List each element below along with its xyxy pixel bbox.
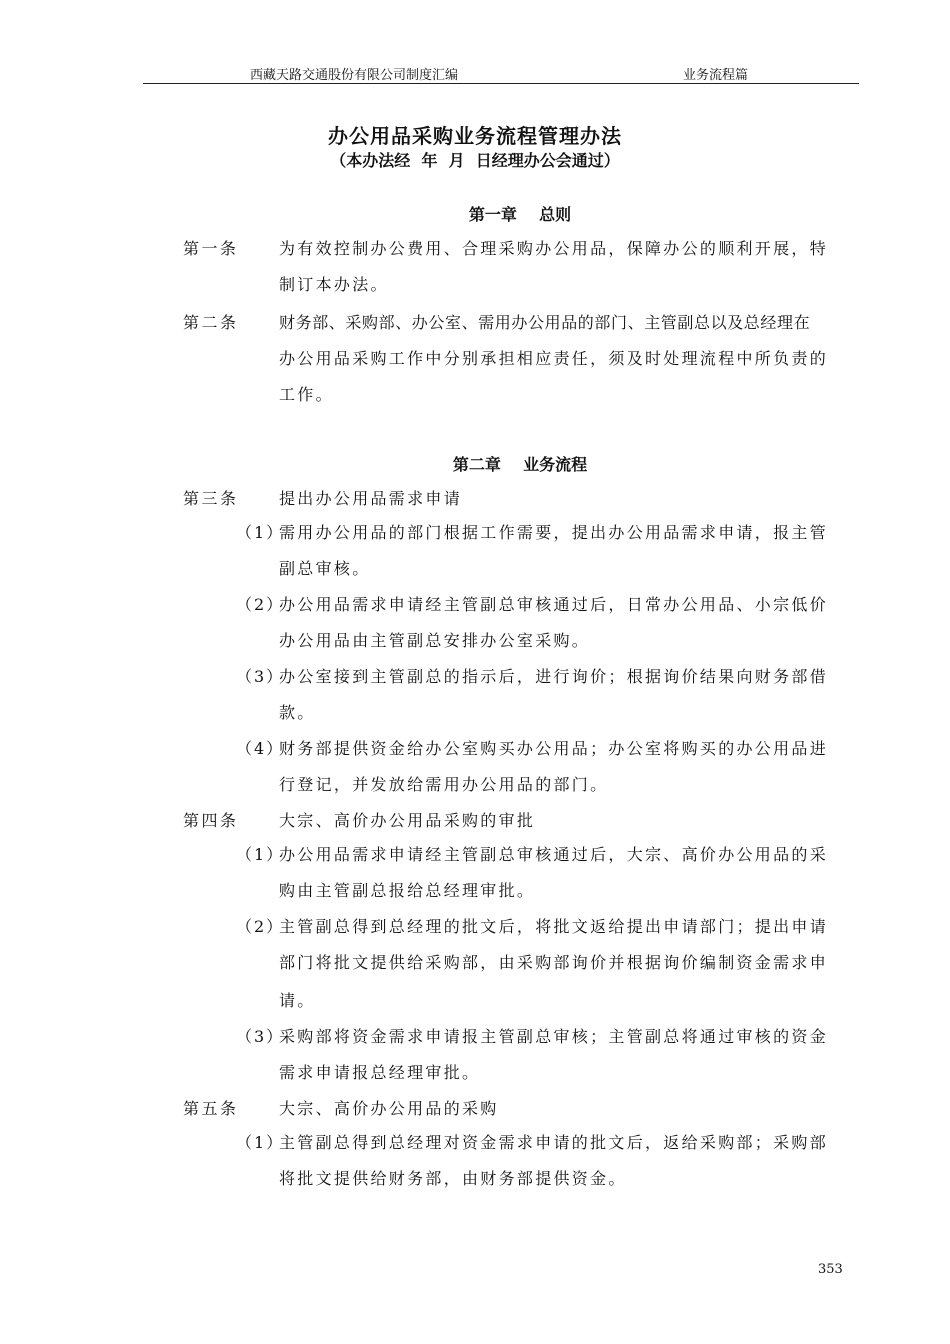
item-text-line: 主管副总得到总经理对资金需求申请的批文后，返给采购部；采购部 [279,1133,829,1152]
item-text-line: 主管副总得到总经理的批文后，将批文返给提出申请部门；提出申请 [279,917,829,936]
item-number: （2） [236,917,285,936]
item-text-line: 办公用品由主管副总安排办公室采购。 [279,631,591,650]
item-text-line: 需求申请报总经理审批。 [279,1063,481,1082]
item-text-line: 请。 [279,991,316,1010]
chapter-heading: 第二章 业务流程 [452,455,588,474]
article-label: 第一条 [183,239,239,258]
article-label: 第四条 [183,811,239,830]
article-title: 提出办公用品需求申请 [279,489,463,508]
item-text-line: 副总审核。 [279,559,371,578]
item-text-line: 需用办公用品的部门根据工作需要，提出办公用品需求申请，报主管 [279,523,829,542]
article-text-line: 为有效控制办公费用、合理采购办公用品，保障办公的顺利开展，特 [279,239,829,258]
chapter-heading: 第一章 总则 [468,205,572,224]
item-number: （3） [236,1027,285,1046]
item-number: （4） [236,739,285,758]
header-company-title: 西藏天路交通股份有限公司制度汇编 [250,68,459,83]
article-title: 大宗、高价办公用品的采购 [279,1099,499,1118]
item-text-line: 款。 [279,703,316,722]
item-text-line: 部门将批文提供给采购部，由采购部询价并根据询价编制资金需求申 [279,953,829,972]
article-title: 大宗、高价办公用品采购的审批 [279,811,536,830]
article-text-line: 财务部、采购部、办公室、需用办公用品的部门、主管副总以及总经理在 [279,313,811,332]
item-text-line: 采购部将资金需求申请报主管副总审核；主管副总将通过审核的资金 [279,1027,829,1046]
item-number: （1） [236,523,285,542]
item-text-line: 办公用品需求申请经主管副总审核通过后，日常办公用品、小宗低价 [279,595,829,614]
item-text-line: 购由主管副总报给总经理审批。 [279,881,536,900]
item-number: （1） [236,845,285,864]
header-divider [143,83,859,84]
document-subtitle: （本办法经 年 月 日经理办公会通过） [330,151,620,170]
item-text-line: 将批文提供给财务部，由财务部提供资金。 [279,1169,627,1188]
item-number: （2） [236,595,285,614]
article-label: 第二条 [183,313,239,332]
page-number: 353 [818,1262,843,1277]
article-text-line: 办公用品采购工作中分别承担相应责任，须及时处理流程中所负责的 [279,349,829,368]
item-text-line: 财务部提供资金给办公室购买办公用品；办公室将购买的办公用品进 [279,739,829,758]
article-text-line: 制订本办法。 [279,275,389,294]
item-text-line: 办公室接到主管副总的指示后，进行询价；根据询价结果向财务部借 [279,667,829,686]
item-number: （3） [236,667,285,686]
article-text-line: 工作。 [279,385,334,404]
item-text-line: 行登记，并发放给需用办公用品的部门。 [279,775,609,794]
article-label: 第五条 [183,1099,239,1118]
document-title: 办公用品采购业务流程管理办法 [328,124,622,148]
article-label: 第三条 [183,489,239,508]
header-section-title: 业务流程篇 [683,68,749,83]
item-number: （1） [236,1133,285,1152]
item-text-line: 办公用品需求申请经主管副总审核通过后，大宗、高价办公用品的采 [279,845,829,864]
